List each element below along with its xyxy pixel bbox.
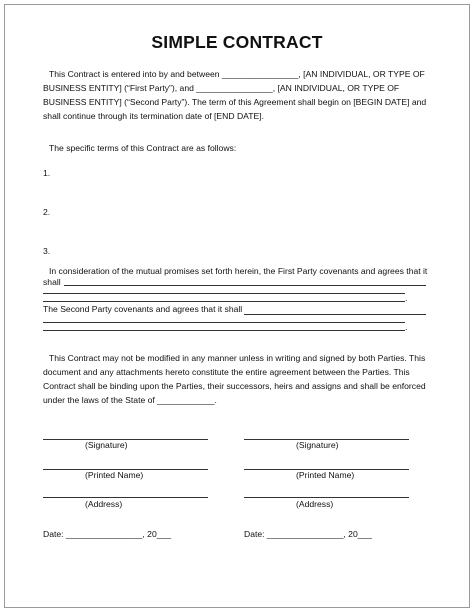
second-party-signature-label: (Signature): [296, 440, 339, 450]
blank-line: [43, 322, 405, 323]
closing-line-3: Contract shall be binding upon the Parties, their successors, heirs and assigns and shall be enforced: [43, 381, 426, 391]
intro-line-1: This Contract is entered into by and between ________________, [AN INDIVIDUAL, OR TYPE OF: [49, 69, 425, 79]
intro-line-2: BUSINESS ENTITY] (“First Party”), and ________________, [AN INDIVIDUAL, OR TYPE OF: [43, 83, 400, 93]
first-party-date: Date: ________________, 20___: [43, 529, 172, 539]
term-number-1: 1.: [43, 168, 51, 178]
terms-heading: The specific terms of this Contract are as follows:: [49, 143, 237, 153]
blank-line: [43, 293, 405, 294]
blank-line: [64, 285, 426, 286]
intro-line-4: shall continue through its termination date of [END DATE].: [43, 111, 264, 121]
intro-line-3: BUSINESS ENTITY] (“Second Party”). The term of this Agreement shall begin on [BEGIN DATE] and: [43, 97, 427, 107]
first-party-shall: shall: [43, 277, 61, 287]
document-title: SIMPLE CONTRACT: [151, 32, 323, 52]
first-party-address-label: (Address): [85, 499, 123, 509]
first-party-printed-name-label: (Printed Name): [85, 470, 144, 480]
closing-line-1: This Contract may not be modified in any manner unless in writing and signed by both Parties. This: [49, 353, 426, 363]
first-party-signature-label: (Signature): [85, 440, 128, 450]
blank-line: [43, 330, 405, 331]
second-party-printed-name-label: (Printed Name): [296, 470, 355, 480]
closing-line-4: under the laws of the State of ____________.: [43, 395, 217, 405]
first-party-clause: In consideration of the mutual promises set forth herein, the First Party covenants and agrees that it: [49, 266, 428, 276]
blank-line: [244, 314, 426, 315]
term-number-3: 3.: [43, 246, 51, 256]
second-party-date: Date: ________________, 20___: [244, 529, 373, 539]
first-party-address-line: [43, 497, 208, 498]
second-party-address-label: (Address): [296, 499, 334, 509]
term-number-2: 2.: [43, 207, 51, 217]
line-period: .: [405, 322, 408, 332]
second-party-clause: The Second Party covenants and agrees that it shall: [43, 304, 243, 314]
second-party-address-line: [244, 497, 409, 498]
closing-line-2: document and any attachments hereto constitute the entire agreement between the Parties. This: [43, 367, 410, 377]
line-period: .: [405, 293, 408, 303]
